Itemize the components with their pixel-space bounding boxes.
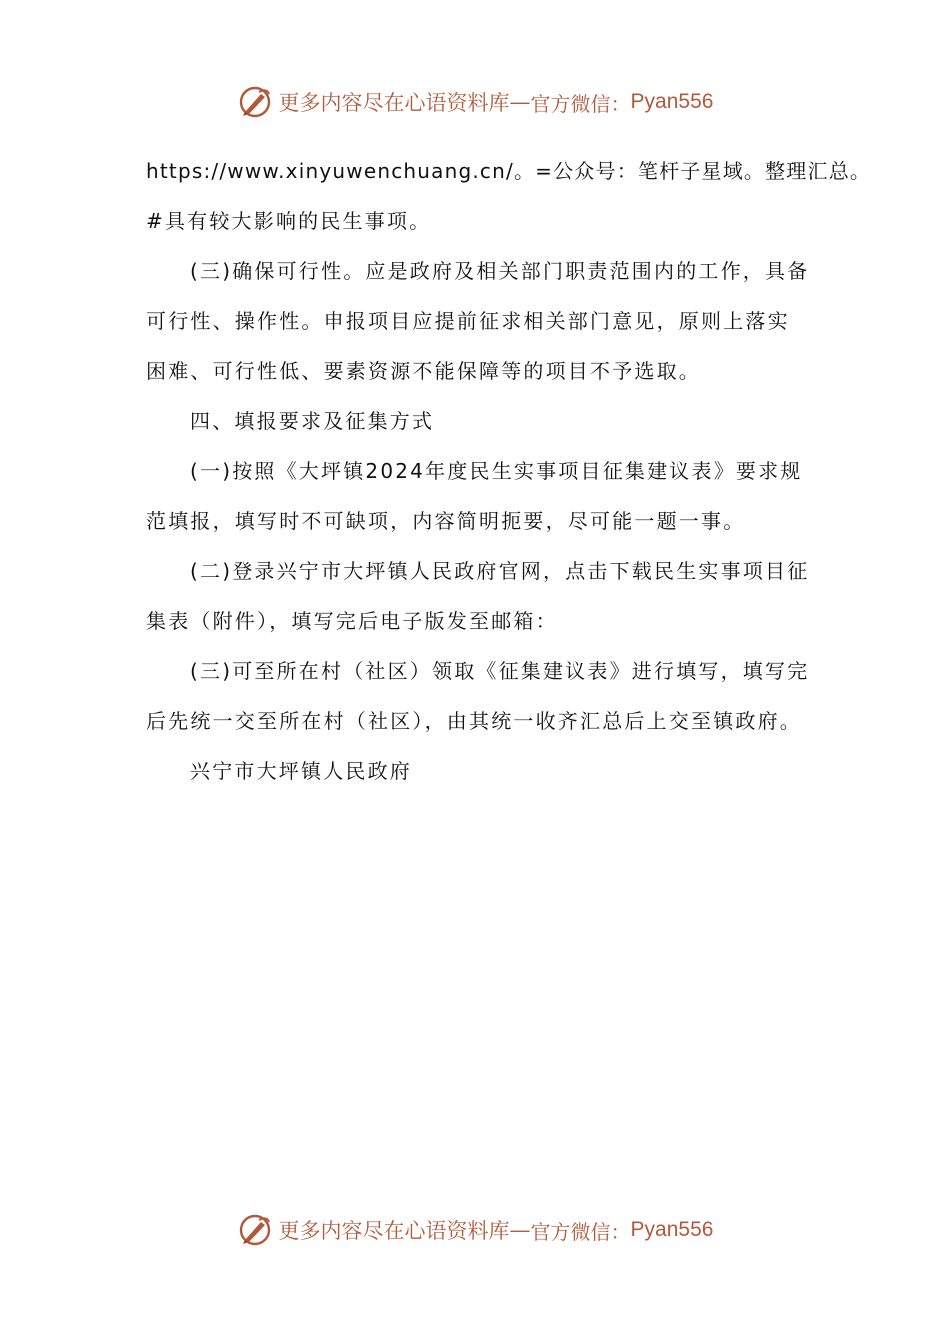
pen-logo-icon xyxy=(237,84,273,120)
watermark-text: 更多内容尽在心语资料库 xyxy=(278,1219,510,1243)
section-heading-4: 四、填报要求及征集方式 xyxy=(190,409,435,433)
watermark-text: 更多内容尽在心语资料库 xyxy=(278,91,510,115)
text-line: 困难、可行性低、要素资源不能保障等的项目不予选取。 xyxy=(146,359,701,383)
text-line-item-3-feasibility: (三)确保可行性。应是政府及相关部门职责范围内的工作，具备 xyxy=(190,259,810,283)
footer-watermark xyxy=(0,1208,950,1252)
watermark-wechat-label: 官方微信： xyxy=(530,91,631,116)
watermark-wechat-label: 官方微信： xyxy=(530,1219,631,1244)
watermark-dash: — xyxy=(509,90,531,114)
text-line: 后先统一交至所在村（社区），由其统一收齐汇总后上交至镇政府。 xyxy=(146,709,802,733)
watermark-dash: — xyxy=(509,1218,531,1242)
header-watermark xyxy=(0,80,950,124)
pen-logo-icon xyxy=(237,1212,273,1248)
watermark-wechat-id: Pyan556 xyxy=(630,1218,714,1241)
text-line: 范填报，填写时不可缺项，内容简明扼要，尽可能一题一事。 xyxy=(146,509,746,533)
text-line-item-2: (二)登录兴宁市大坪镇人民政府官网，点击下载民生实事项目征 xyxy=(190,559,810,583)
text-line-item-3: (三)可至所在村（社区）领取《征集建议表》进行填写，填写完 xyxy=(190,659,810,683)
document-body xyxy=(146,146,872,796)
signature-issuer: 兴宁市大坪镇人民政府 xyxy=(190,759,412,783)
text-line-item-1: (一)按照《大坪镇2024年度民生实事项目征集建议表》要求规 xyxy=(190,459,803,483)
text-line: #具有较大影响的民生事项。 xyxy=(146,209,432,233)
text-line-url: https://www.xinyuwenchuang.cn/。=公众号：笔杆子星域。整理汇总。 xyxy=(146,159,872,183)
watermark-wechat-id: Pyan556 xyxy=(630,90,714,113)
text-line: 集表（附件），填写完后电子版发至邮箱： xyxy=(146,609,558,633)
text-line: 可行性、操作性。申报项目应提前征求相关部门意见，原则上落实 xyxy=(146,309,790,333)
